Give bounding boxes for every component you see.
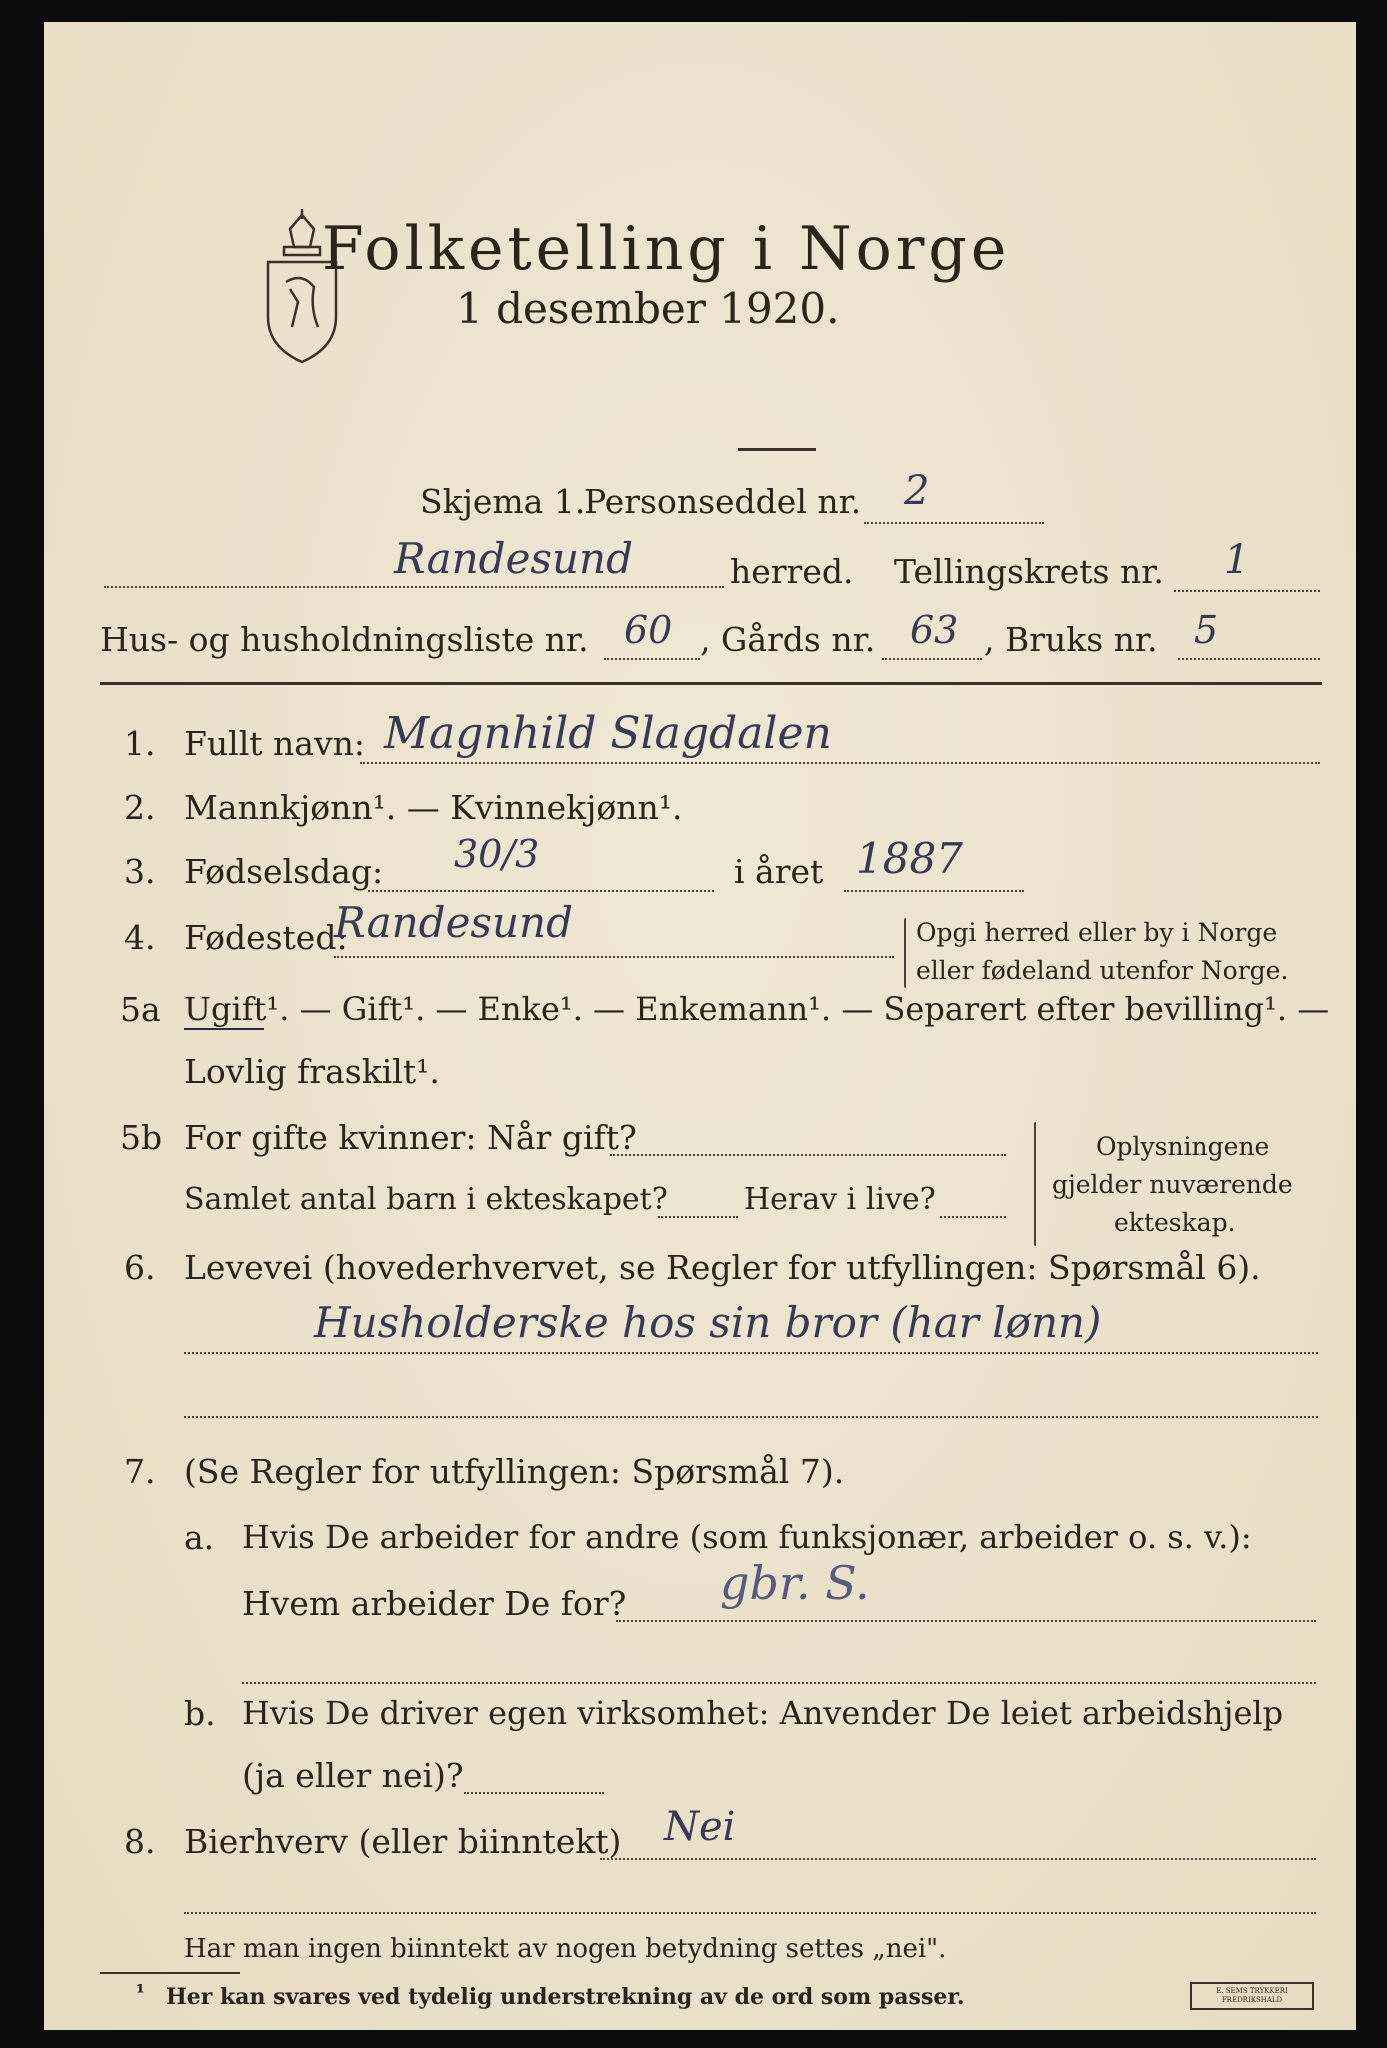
herred-field[interactable] (104, 586, 724, 588)
q7-label: (Se Regler for utfyllingen: Spørsmål 7). (184, 1452, 845, 1491)
gards-label: , Gårds nr. (700, 620, 876, 659)
side-income-field[interactable] (600, 1858, 1316, 1860)
full-name-value: Magnhild Slagdalen (384, 708, 832, 759)
birthday-value: 30/3 (454, 832, 540, 876)
header-divider (100, 682, 1322, 685)
tellingskrets-label: Tellingskrets nr. (894, 552, 1164, 591)
birthplace-note-bracket (904, 918, 906, 988)
q4-label: Fødested: (184, 918, 348, 957)
tellingskrets-field[interactable] (1174, 590, 1320, 592)
personseddel-label: Personseddel nr. (584, 482, 862, 521)
side-income-label: Bierhverv (eller biinntekt) (184, 1822, 622, 1861)
birthday-field[interactable] (368, 890, 714, 892)
birth-year-label: i året (734, 852, 824, 891)
q7-number: 7. (124, 1452, 156, 1491)
full-name-field[interactable] (360, 762, 1320, 764)
employer-field-2[interactable] (242, 1682, 1316, 1684)
occupation-label: Levevei (hovederhvervet, se Regler for utfyllingen: Spørsmål 6). (184, 1248, 1261, 1287)
q7a-line1: Hvis De arbeider for andre (som funksjonær, arbeider o. s. v.): (242, 1518, 1252, 1556)
bruks-field[interactable] (1178, 658, 1320, 660)
birth-year-field[interactable] (844, 890, 1024, 892)
bruks-value: 5 (1194, 608, 1219, 652)
tellingskrets-value: 1 (1224, 537, 1250, 583)
form-title: Folketelling i Norge (322, 214, 1011, 284)
marriage-note-line2: gjelder nuværende (1052, 1170, 1293, 1199)
marital-status-options-cont[interactable]: Lovlig fraskilt¹. (184, 1052, 440, 1091)
footnote-text: Her kan svares ved tydelig understrekning av de ord som passer. (166, 1984, 965, 2010)
children-total-label: Samlet antal barn i ekteskapet? (184, 1182, 668, 1217)
husholdningsliste-label: Hus- og husholdningsliste nr. (100, 620, 589, 659)
occupation-field-2[interactable] (184, 1416, 1318, 1418)
marriage-note-line3: ekteskap. (1114, 1208, 1236, 1237)
census-form-page (44, 22, 1356, 2030)
marriage-note-line1: Oplysningene (1096, 1132, 1270, 1161)
q7b-line1: Hvis De driver egen virksomhet: Anvender De leiet arbeidshjelp (242, 1694, 1284, 1732)
marriage-note-bracket (1034, 1122, 1036, 1246)
children-alive-field[interactable] (940, 1216, 1006, 1218)
q2-number: 2. (124, 788, 156, 827)
occupation-field[interactable] (184, 1352, 1318, 1354)
q7b-line2: (ja eller nei)? (242, 1756, 464, 1795)
husholdningsliste-field[interactable] (604, 658, 700, 660)
marital-status-options[interactable]: Ugift¹. — Gift¹. — Enke¹. — Enkemann¹. — Separert efter bevilling¹. — (184, 990, 1330, 1028)
q4-number: 4. (124, 918, 156, 957)
footer-divider (100, 1972, 240, 1974)
side-income-note: Har man ingen biinntekt av nogen betydning settes „nei". (184, 1934, 947, 1964)
q8-number: 8. (124, 1822, 156, 1861)
herred-value: Randesund (394, 534, 633, 583)
skjema-label: Skjema 1. (420, 482, 586, 521)
birthplace-field[interactable] (334, 956, 894, 958)
q3-number: 3. (124, 852, 156, 891)
employer-field[interactable] (616, 1620, 1316, 1622)
married-when-field[interactable] (610, 1154, 1006, 1156)
birthplace-value: Randesund (334, 898, 573, 947)
q7a-line2: Hvem arbeider De for? (242, 1584, 627, 1623)
gards-value: 63 (910, 608, 959, 652)
married-when-label: For gifte kvinner: Når gift? (184, 1118, 637, 1157)
side-income-field-2[interactable] (184, 1912, 1316, 1914)
birth-year-value: 1887 (856, 834, 963, 883)
footnote-mark: ¹ (136, 1980, 145, 2004)
q1-number: 1. (124, 724, 156, 763)
birthplace-note-line1: Opgi herred eller by i Norge (916, 918, 1278, 947)
herred-label: herred. (730, 552, 854, 591)
personseddel-field[interactable] (864, 522, 1044, 524)
ugift-underline (184, 1028, 264, 1030)
printer-stamp: E. SEMS TRYKKERI FREDRIKSHALD (1190, 1982, 1314, 2010)
q5b-number: 5b (120, 1118, 163, 1157)
husholdningsliste-value: 60 (624, 608, 673, 652)
employer-value: gbr. S. (720, 1556, 870, 1610)
children-alive-label: Herav i live? (744, 1182, 936, 1217)
side-income-value: Nei (664, 1804, 736, 1850)
gender-options[interactable]: Mannkjønn¹. — Kvinnekjønn¹. (184, 788, 683, 827)
q5a-number: 5a (120, 990, 161, 1029)
occupation-value: Husholderske hos sin bror (har lønn) (314, 1298, 1102, 1347)
children-total-field[interactable] (658, 1216, 738, 1218)
census-date: 1 desember 1920. (456, 284, 840, 333)
bruks-label: , Bruks nr. (984, 620, 1158, 659)
q7b-marker: b. (184, 1694, 216, 1733)
q6-number: 6. (124, 1248, 156, 1287)
q3-label: Fødselsdag: (184, 852, 384, 891)
birthplace-note-line2: eller fødeland utenfor Norge. (916, 956, 1289, 985)
q1-label: Fullt navn: (184, 724, 365, 763)
gards-field[interactable] (882, 658, 982, 660)
personseddel-value: 2 (904, 468, 930, 514)
q7a-marker: a. (184, 1518, 215, 1557)
hired-help-field[interactable] (464, 1792, 604, 1794)
title-rule (738, 448, 816, 451)
